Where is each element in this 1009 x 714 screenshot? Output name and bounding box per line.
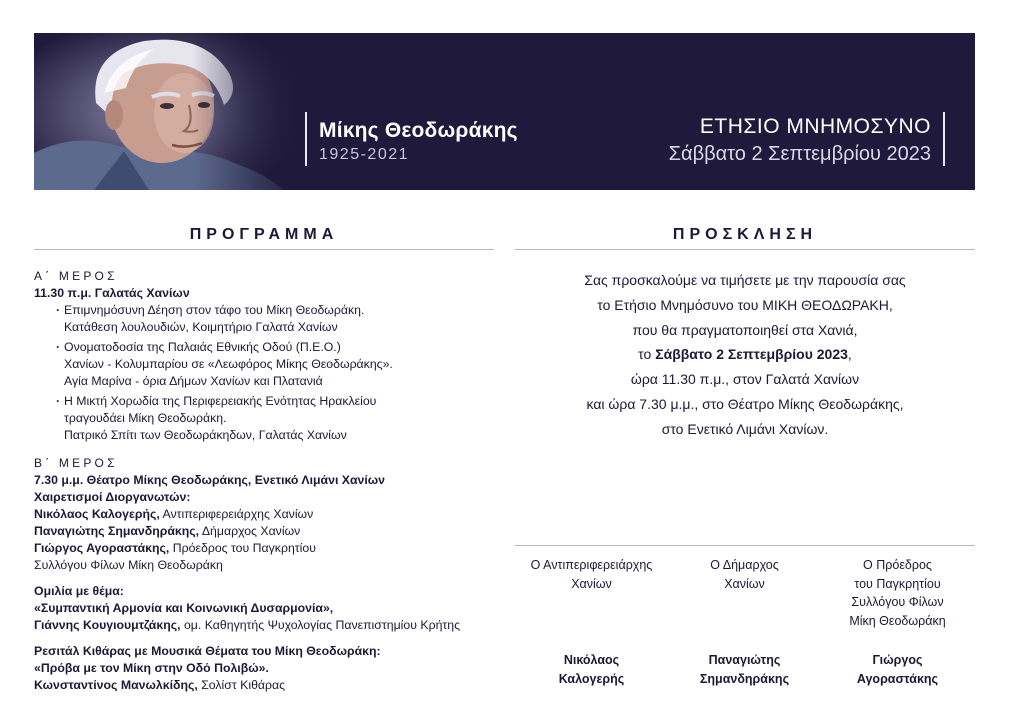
signatures-divider: [515, 545, 975, 546]
program-section: [34, 266, 494, 694]
item-line: τραγουδάει Μίκη Θεοδωράκη.: [64, 411, 227, 425]
invitation-line: ώρα 11.30 π.μ., στον Γαλατά Χανίων: [630, 371, 860, 388]
invitation-text: [515, 268, 975, 442]
signatory-name-2: [668, 651, 821, 689]
signatory-deputy-governor: [515, 556, 668, 593]
name-line: Παναγιώτης: [708, 653, 781, 667]
greeter-row: [34, 540, 494, 557]
event-title: ΕΤΗΣΙΟ ΜΝΗΜΟΣΥΝΟ: [699, 115, 931, 138]
item-line: Κατάθεση λουλουδιών, Κοιμητήριο Γαλατά Χανίων: [64, 320, 338, 334]
invitation-line: και ώρα 7.30 μ.μ., στο Θέατρο Μίκης Θεοδωράκης,: [586, 395, 904, 412]
signatory-name-1: [515, 651, 668, 689]
performer-name: Κωνσταντίνος Μανωλκίδης,: [34, 678, 198, 692]
signatory-title: Χανίων: [724, 576, 765, 591]
invitation-date-prefix: το: [638, 346, 652, 363]
invitation-heading: ΠΡΟΣΚΛΗΣΗ: [672, 226, 818, 243]
invitation-date: Σάββατο 2 Σεπτεμβρίου 2023: [655, 346, 848, 363]
speaker-row: [34, 617, 494, 634]
part-b-label: Β΄ ΜΕΡΟΣ: [34, 456, 118, 470]
event-date: Σάββατο 2 Σεπτεμβρίου 2023: [668, 143, 931, 165]
speech-topic: «Συμπαντική Αρμονία και Κοινωνική Δυσαρμονία»,: [34, 601, 334, 615]
greeter-role: Δήμαρχος Χανίων: [201, 524, 301, 538]
name-line: Αγοραστάκης: [856, 672, 939, 686]
composer-name: Μίκης Θεοδωράκης: [319, 119, 518, 142]
signatory-title: Ο Αντιπεριφερειάρχης: [530, 558, 653, 572]
recital-piece: «Πρόβα με τον Μίκη στην Οδό Πολιβώ».: [34, 661, 269, 675]
signatory-title: Ο Δήμαρχος: [710, 558, 779, 572]
greeter-extra: Συλλόγου Φίλων Μίκη Θεοδωράκη: [34, 558, 223, 572]
signatory-name-3: [821, 651, 974, 689]
invitation-line: το Ετήσιο Μνημόσυνο του ΜΙΚΗ ΘΕΟΔΩΡΑΚΗ,: [597, 296, 893, 313]
event-divider: [943, 112, 945, 166]
composer-years: 1925-2021: [319, 146, 410, 163]
item-line: Χανίων - Κολυμπαρίου σε «Λεωφόρος Μίκης Θεοδωράκης».: [64, 357, 393, 371]
greeter-role: Αντιπεριφερειάρχης Χανίων: [162, 507, 314, 521]
item-line: · Ονοματοδοσία της Παλαιάς Εθνικής Οδού (Π.Ε.Ο.): [64, 340, 341, 354]
portrait-image: [34, 33, 299, 190]
greetings-title: Χαιρετισμοί Διοργανωτών:: [34, 490, 191, 504]
item-line: Πατρικό Σπίτι των Θεοδωράκηδων, Γαλατάς Χανίων: [64, 428, 347, 442]
header-banner: [34, 33, 975, 190]
greeter-name: Νικόλαος Καλογερής,: [34, 507, 160, 521]
part-a-items: [56, 302, 494, 444]
signatory-title: του Παγκρητίου: [854, 576, 941, 591]
signatory-mayor: [668, 556, 821, 593]
greeter-name: Γιώργος Αγοραστάκης,: [34, 541, 170, 555]
greeter-row: [34, 523, 494, 540]
item-line: · Η Μικτή Χορωδία της Περιφερειακής Ενότητας Ηρακλείου: [64, 394, 377, 408]
invitation-line: στο Ενετικό Λιμάνι Χανίων.: [661, 420, 829, 437]
part-b-time-place: 7.30 μ.μ. Θέατρο Μίκης Θεοδωράκης, Ενετικό Λιμάνι Χανίων: [34, 473, 386, 487]
invitation-line: [515, 342, 975, 367]
list-item: [56, 302, 494, 336]
signatory-president: [821, 556, 974, 630]
name-divider: [305, 112, 307, 166]
signatory-title: Χανίων: [571, 576, 612, 591]
speaker-name: Γιάννης Κουγιουμτζάκης,: [34, 618, 181, 632]
speaker-role: ομ. Καθηγητής Ψυχολογίας Πανεπιστημίου Κρήτης: [183, 618, 461, 632]
list-item: [56, 339, 494, 390]
greeter-name: Παναγιώτης Σημανδηράκης,: [34, 524, 200, 538]
part-a-label: Α΄ ΜΕΡΟΣ: [34, 269, 118, 283]
invitation-divider: [515, 249, 975, 250]
part-a-time-place: 11.30 π.μ. Γαλατάς Χανίων: [34, 286, 190, 300]
speech-title: Ομιλία με θέμα:: [34, 584, 124, 598]
name-line: Σημανδηράκης: [699, 672, 790, 686]
invitation-line: που θα πραγματοποιηθεί στα Χανιά,: [632, 321, 858, 338]
signatory-title: Ο Πρόεδρος: [863, 558, 932, 572]
name-line: Καλογερής: [558, 672, 625, 686]
performer-role: Σολίστ Κιθάρας: [201, 678, 286, 692]
recital-title: Ρεσιτάλ Κιθάρας με Μουσικά Θέματα του Μίκη Θεοδωράκη:: [34, 644, 381, 658]
name-line: Γιώργος: [872, 653, 923, 667]
greeter-role: Πρόεδρος του Παγκρητίου: [172, 541, 316, 555]
performer-row: [34, 677, 494, 694]
name-line: Νικόλαος: [563, 653, 620, 667]
program-divider: [34, 249, 494, 250]
greeter-row: [34, 506, 494, 523]
invitation-date-suffix: ,: [847, 346, 852, 363]
program-heading: ΠΡΟΓΡΑΜΜΑ: [189, 226, 339, 243]
signatory-title: Συλλόγου Φίλων: [851, 595, 944, 609]
list-item: [56, 393, 494, 444]
item-line: Αγία Μαρίνα - όρια Δήμων Χανίων και Πλατανιά: [64, 374, 323, 388]
signatory-title: Μίκη Θεοδωράκη: [849, 613, 946, 628]
invitation-line: Σας προσκαλούμε να τιμήσετε με την παρουσία σας: [584, 272, 906, 288]
item-line: · Επιμνημόσυνη Δέηση στον τάφο του Μίκη Θεοδωράκη.: [64, 303, 365, 317]
